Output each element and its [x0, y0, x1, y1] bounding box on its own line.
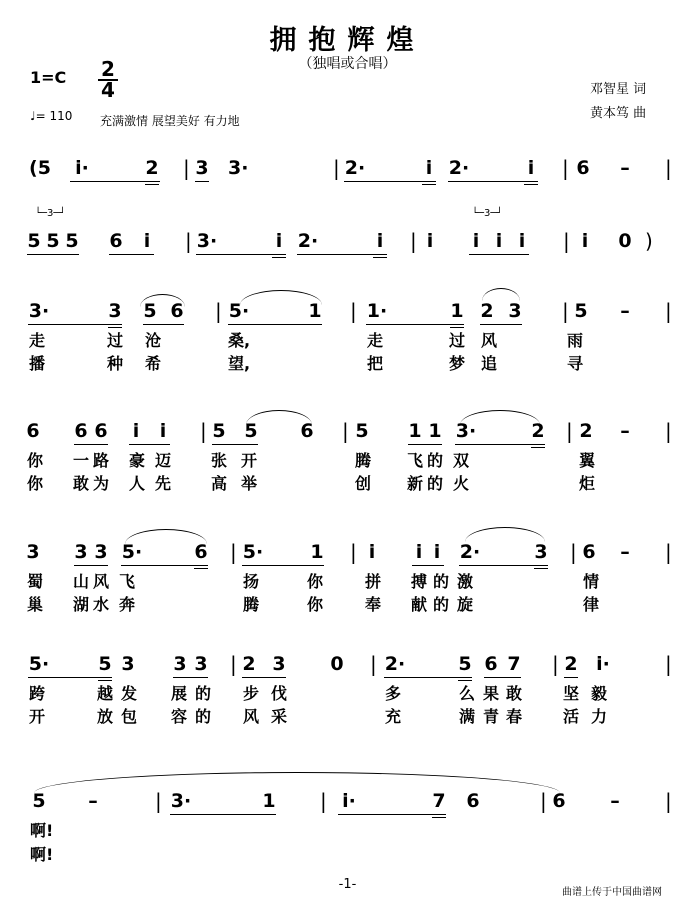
lyric: 果	[482, 684, 499, 703]
eighth-beam	[469, 254, 529, 255]
lyric: 蜀	[26, 572, 43, 591]
lyric: 扬	[242, 572, 259, 591]
note: 6	[582, 541, 596, 563]
lyric: 为	[92, 474, 109, 493]
barline: |	[350, 299, 357, 323]
lyric: 跨	[28, 684, 45, 703]
lyric: 走	[366, 331, 383, 350]
note: 6	[170, 300, 184, 322]
note: 1	[428, 420, 442, 442]
score-line-5	[0, 540, 695, 614]
triplet-number: 3	[47, 208, 54, 219]
note: 6	[109, 230, 123, 252]
eighth-beam	[455, 444, 545, 445]
eighth-beam	[459, 565, 548, 566]
barline: |	[200, 419, 207, 443]
lyric: 创	[354, 474, 371, 493]
triplet-bracket: └─3─┘	[35, 208, 66, 219]
eighth-beam	[344, 181, 436, 182]
dash: –	[620, 300, 630, 322]
lyric: 先	[154, 474, 171, 493]
note: 2	[564, 653, 578, 675]
lyric: 翼	[578, 451, 595, 470]
slur	[465, 527, 545, 542]
sixteenth-beam	[108, 327, 122, 328]
note: 5	[143, 300, 157, 322]
meter-top: 2	[101, 57, 115, 81]
note: 6	[576, 157, 590, 179]
sixteenth-beam	[531, 447, 545, 448]
note: 2	[531, 420, 545, 442]
sixteenth-beam	[534, 568, 548, 569]
lyric: 人	[128, 474, 145, 493]
page-number: -1-	[338, 877, 357, 892]
lyric: 追	[480, 354, 497, 373]
score-line-6	[0, 652, 695, 726]
lyric: 过	[106, 331, 123, 350]
key-signature: 1=C	[30, 68, 67, 87]
quarter-note-icon: ♩	[30, 109, 36, 123]
lyric: 旋	[456, 595, 473, 614]
sixteenth-beam	[194, 568, 208, 569]
note: 1	[408, 420, 422, 442]
eighth-beam	[70, 181, 160, 182]
lyric: 沧	[144, 331, 161, 350]
eighth-beam	[412, 565, 444, 566]
eighth-beam	[195, 181, 209, 182]
lyric: 山	[72, 572, 89, 591]
note: 3	[173, 653, 187, 675]
source-watermark: 曲谱上传于中国曲谱网	[562, 887, 662, 898]
note: 6	[94, 420, 108, 442]
expression-marking: 充满激情 展望美好 有力地	[100, 114, 240, 128]
barline: |	[320, 789, 327, 813]
eighth-beam	[297, 254, 387, 255]
lyric: 么	[458, 684, 475, 703]
lyric: 种	[106, 354, 123, 373]
note: 2	[579, 420, 593, 442]
eighth-beam	[480, 324, 522, 325]
note: 2·	[448, 157, 470, 179]
note: i	[132, 420, 140, 442]
lyric: 满	[458, 707, 475, 726]
note: 2	[145, 157, 159, 179]
note: 3·	[455, 420, 477, 442]
lyric: 火	[452, 474, 469, 493]
lyric: 希	[144, 354, 161, 373]
barline: |	[665, 540, 672, 564]
note: i·	[75, 157, 89, 179]
rest: 0	[330, 653, 344, 675]
lyric: 的	[194, 684, 211, 703]
barline: |	[155, 789, 162, 813]
note: 1	[262, 790, 276, 812]
lyric: 风	[480, 331, 497, 350]
note: 5	[212, 420, 226, 442]
note: 3·	[170, 790, 192, 812]
lyric: 的	[194, 707, 211, 726]
lyric: 敢	[505, 684, 522, 703]
barline: |	[566, 419, 573, 443]
sixteenth-beam	[524, 184, 538, 185]
lyric: 包	[120, 707, 137, 726]
eighth-beam	[28, 677, 112, 678]
lyric: 寻	[566, 354, 583, 373]
note: 3	[26, 541, 40, 563]
lyric: 情	[582, 572, 599, 591]
lyric: 豪	[128, 451, 145, 470]
lyric: 展	[170, 684, 187, 703]
lyric: 你	[306, 595, 323, 614]
eighth-beam	[484, 677, 521, 678]
lyric: 容	[170, 707, 187, 726]
note: i	[368, 541, 376, 563]
barline: |	[350, 540, 357, 564]
note: 1·	[366, 300, 388, 322]
lyric: 雨	[566, 331, 583, 350]
eighth-beam	[338, 814, 446, 815]
eighth-beam	[129, 444, 170, 445]
eighth-beam	[121, 565, 208, 566]
lyric: 的	[426, 451, 443, 470]
eighth-beam	[170, 814, 276, 815]
eighth-beam	[564, 677, 578, 678]
note: 5	[244, 420, 258, 442]
note: i	[495, 230, 503, 252]
eighth-beam	[109, 254, 154, 255]
eighth-beam	[228, 324, 322, 325]
lyric: 飞	[118, 572, 135, 591]
lyricist-credit: 邓智星 词	[590, 82, 647, 97]
barline: |	[540, 789, 547, 813]
lyric: 梦	[448, 354, 465, 373]
lyric: 采	[270, 707, 287, 726]
barline: |	[215, 299, 222, 323]
lyric: 张	[210, 451, 227, 470]
score-line-1	[0, 157, 695, 217]
eighth-beam	[366, 324, 464, 325]
lyric: 路	[92, 451, 109, 470]
dash: –	[620, 541, 630, 563]
slur	[240, 290, 322, 305]
barline: |	[570, 540, 577, 564]
slur	[460, 410, 540, 425]
note: i	[472, 230, 480, 252]
meter-bottom: 4	[101, 78, 115, 102]
lyric: 激	[456, 572, 473, 591]
note: 5	[458, 653, 472, 675]
dash: –	[610, 790, 620, 812]
score-line-2	[0, 208, 695, 290]
slur	[34, 772, 560, 793]
lyric: 越	[96, 684, 113, 703]
repeat-close: )	[645, 229, 653, 253]
lyric: 走	[28, 331, 45, 350]
lyric: 炬	[578, 474, 595, 493]
lyric: 水	[92, 595, 109, 614]
dash: –	[620, 157, 630, 179]
barline: |	[230, 652, 237, 676]
lyric: 飞	[406, 451, 423, 470]
note: 3	[121, 653, 135, 675]
slur	[125, 529, 207, 544]
lyric: 的	[432, 572, 449, 591]
lyric: 奔	[118, 595, 135, 614]
note: 5·	[28, 653, 50, 675]
barline: |	[370, 652, 377, 676]
lyric: 举	[240, 474, 257, 493]
eighth-beam	[143, 324, 184, 325]
note: i	[518, 230, 526, 252]
lyric: 步	[242, 684, 259, 703]
note: 3	[272, 653, 286, 675]
note: 2·	[384, 653, 406, 675]
eighth-beam	[242, 677, 286, 678]
barline: |	[665, 299, 672, 323]
lyric: 拼	[364, 572, 381, 591]
eighth-beam	[384, 677, 472, 678]
lyric: 伐	[270, 684, 287, 703]
note: 1	[450, 300, 464, 322]
lyric: 律	[582, 595, 599, 614]
barline: |	[410, 229, 417, 253]
note: 2·	[459, 541, 481, 563]
sixteenth-beam	[432, 817, 446, 818]
note: 5	[46, 230, 60, 252]
eighth-beam	[27, 254, 79, 255]
sixteenth-beam	[373, 257, 387, 258]
note: 6	[74, 420, 88, 442]
note: 3·	[196, 230, 218, 252]
sixteenth-beam	[272, 257, 286, 258]
note: 3	[108, 300, 122, 322]
lyric: 春	[505, 707, 522, 726]
lyric: 毅	[590, 684, 607, 703]
eighth-beam	[212, 444, 258, 445]
lyric: 的	[426, 474, 443, 493]
sixteenth-beam	[422, 184, 436, 185]
score-line-4	[0, 419, 695, 493]
barline: |	[562, 156, 569, 180]
lyric: 风	[242, 707, 259, 726]
lyric: 奉	[364, 595, 381, 614]
lyric: 腾	[354, 451, 371, 470]
lyric: 啊!	[30, 845, 54, 864]
note: 2	[242, 653, 256, 675]
lyric: 开	[28, 707, 45, 726]
lyric: 力	[590, 707, 607, 726]
rest: 0	[618, 230, 632, 252]
lyric: 风	[92, 572, 109, 591]
note: i	[581, 230, 589, 252]
lyric: 啊!	[30, 821, 54, 840]
tempo-marking	[30, 109, 72, 123]
lyric: 新	[406, 474, 423, 493]
lyric: 高	[210, 474, 227, 493]
lyric: 青	[482, 707, 499, 726]
lyric: 把	[366, 354, 383, 373]
note: 3·	[28, 300, 50, 322]
lyric: 迈	[154, 451, 171, 470]
barline: |	[665, 419, 672, 443]
lyric: 你	[26, 474, 43, 493]
note: 7	[507, 653, 521, 675]
lyric: 放	[96, 707, 113, 726]
lyric: 你	[306, 572, 323, 591]
lyric: 播	[28, 354, 45, 373]
barline: |	[665, 789, 672, 813]
note: 6	[552, 790, 566, 812]
lyric: 开	[240, 451, 257, 470]
note: 5	[32, 790, 46, 812]
note: 1	[308, 300, 322, 322]
lyric: 活	[562, 707, 579, 726]
note: 3	[508, 300, 522, 322]
note: 6	[484, 653, 498, 675]
dash: –	[88, 790, 98, 812]
sixteenth-beam	[98, 680, 112, 681]
note: i	[275, 230, 283, 252]
note: 2	[480, 300, 494, 322]
barline: |	[183, 156, 190, 180]
note: 3	[94, 541, 108, 563]
note: 5·	[242, 541, 264, 563]
barline: |	[333, 156, 340, 180]
dash: –	[620, 420, 630, 442]
note: 5	[98, 653, 112, 675]
lyric: 巢	[26, 595, 43, 614]
note: 5·	[121, 541, 143, 563]
note: 5	[65, 230, 79, 252]
sixteenth-beam	[145, 184, 159, 185]
song-subtitle: （独唱或合唱）	[298, 56, 397, 72]
lyric: 过	[448, 331, 465, 350]
time-signature	[98, 57, 118, 102]
eighth-beam	[74, 444, 108, 445]
eighth-beam	[242, 565, 324, 566]
note: i	[426, 230, 434, 252]
sixteenth-beam	[458, 680, 472, 681]
note: 6	[194, 541, 208, 563]
barline: |	[185, 229, 192, 253]
tempo-value: = 110	[35, 109, 73, 123]
song-title: 拥抱辉煌	[269, 25, 426, 56]
lyric: 一	[72, 451, 89, 470]
slur	[246, 410, 312, 425]
lyric: 充	[384, 707, 401, 726]
note: i	[415, 541, 423, 563]
lyric: 多	[384, 684, 401, 703]
eighth-beam	[448, 181, 538, 182]
note: 1	[310, 541, 324, 563]
note: i·	[342, 790, 356, 812]
lyric: 搏	[410, 572, 427, 591]
note: 3	[195, 157, 209, 179]
lyric: 你	[26, 451, 43, 470]
note: i	[433, 541, 441, 563]
barline: |	[665, 156, 672, 180]
note: 5·	[228, 300, 250, 322]
note: i	[425, 157, 433, 179]
note: 3	[74, 541, 88, 563]
eighth-beam	[196, 254, 286, 255]
note: 7	[432, 790, 446, 812]
note: 3	[534, 541, 548, 563]
note: i	[143, 230, 151, 252]
lyric: 望,	[228, 354, 251, 373]
score-line-7	[0, 789, 695, 864]
eighth-beam	[173, 677, 208, 678]
lyric: 腾	[242, 595, 259, 614]
note: 2·	[297, 230, 319, 252]
note: i	[376, 230, 384, 252]
note: 6	[26, 420, 40, 442]
note: 6	[466, 790, 480, 812]
barline: |	[342, 419, 349, 443]
note: (5	[29, 157, 51, 179]
lyric: 湖	[72, 595, 89, 614]
lyric: 桑,	[228, 331, 251, 350]
note: i·	[596, 653, 610, 675]
note: 3	[194, 653, 208, 675]
lyric: 献	[410, 595, 427, 614]
note: 5	[27, 230, 41, 252]
barline: |	[552, 652, 559, 676]
score-line-3	[0, 299, 695, 373]
lyric: 发	[120, 684, 137, 703]
barline: |	[665, 652, 672, 676]
eighth-beam	[408, 444, 442, 445]
barline: |	[562, 299, 569, 323]
note: i	[527, 157, 535, 179]
lyric: 坚	[562, 684, 579, 703]
note: 6	[300, 420, 314, 442]
composer-credit: 黄本笃 曲	[590, 106, 647, 121]
sixteenth-beam	[450, 327, 464, 328]
note: 5	[355, 420, 369, 442]
eighth-beam	[28, 324, 122, 325]
slur	[140, 294, 185, 307]
barline: |	[230, 540, 237, 564]
lyric: 双	[452, 451, 469, 470]
note: 2·	[344, 157, 366, 179]
note: 5	[574, 300, 588, 322]
barline: |	[563, 229, 570, 253]
triplet-bracket: └─3─┘	[472, 208, 503, 219]
eighth-beam	[74, 565, 108, 566]
note: i	[159, 420, 167, 442]
note: 3·	[228, 157, 249, 179]
lyric: 的	[432, 595, 449, 614]
lyric: 敢	[72, 474, 89, 493]
